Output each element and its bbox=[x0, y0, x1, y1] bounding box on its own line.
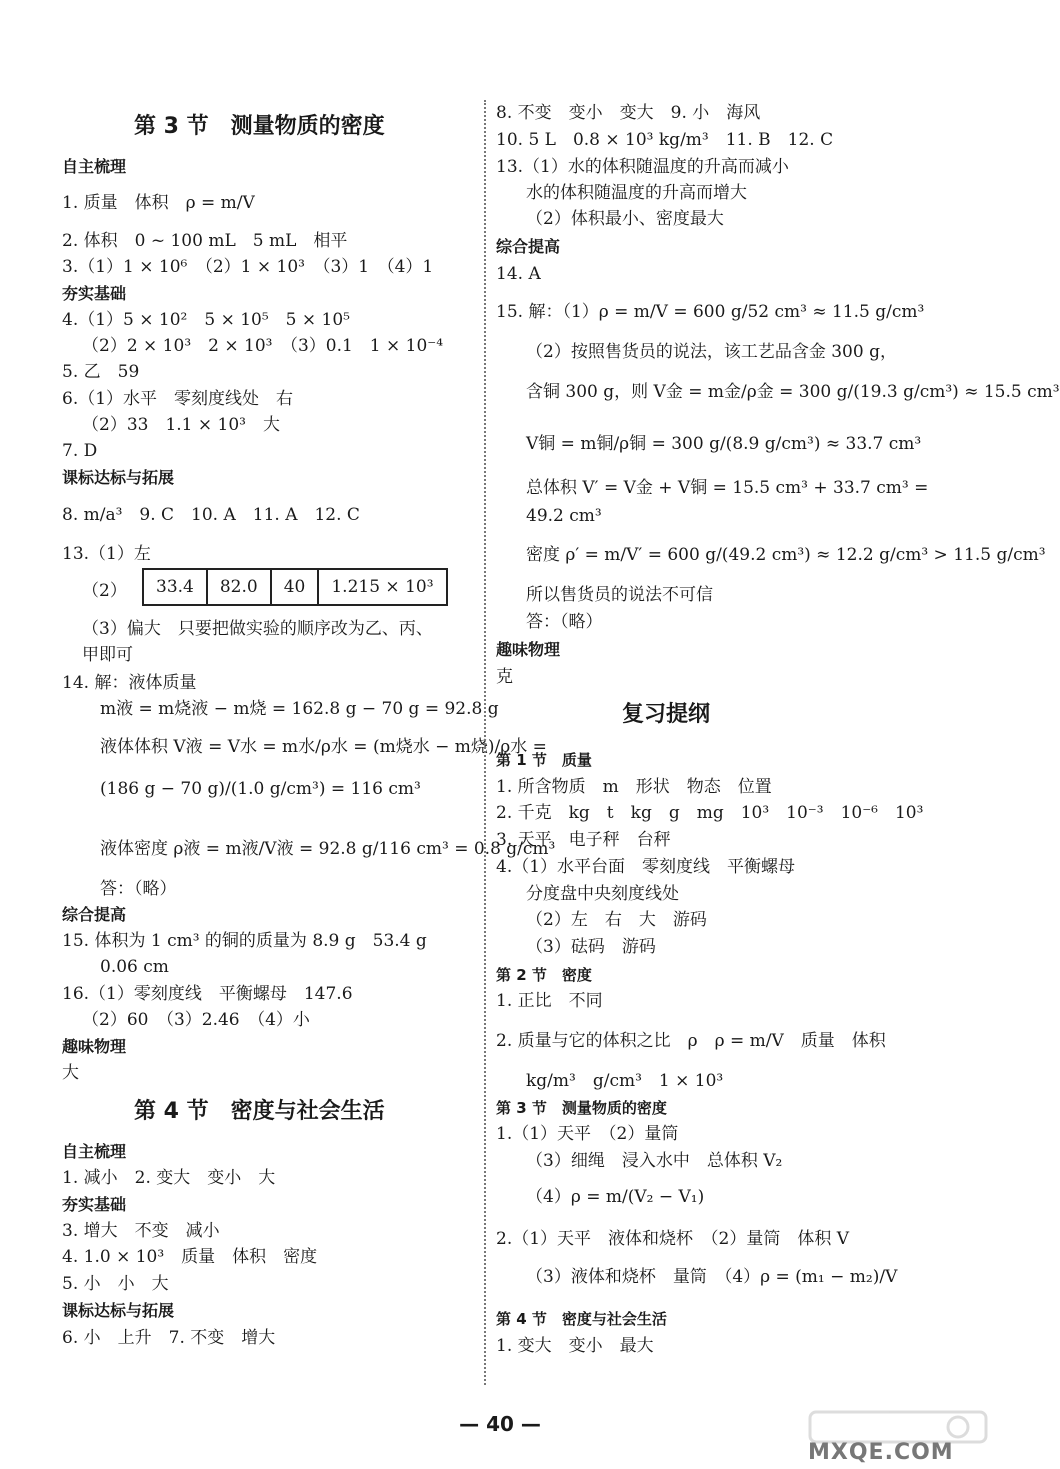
result-cell: 1.215 × 10³ bbox=[318, 569, 446, 605]
left-text-line: 13.（1）左 bbox=[62, 544, 151, 564]
right-text-line: 3. 天平 电子秤 台秤 bbox=[496, 830, 671, 850]
left-text-line: 甲即可 bbox=[82, 645, 133, 665]
right-text-line: 1. 正比 不同 bbox=[496, 991, 603, 1011]
result-table bbox=[142, 568, 448, 606]
left-text-line: 16.（1）零刻度线 平衡螺母 147.6 bbox=[62, 984, 353, 1004]
left-text-heading: 第 3 节 测量物质的密度 bbox=[134, 114, 385, 139]
left-text-heading: 趣味物理 bbox=[62, 1037, 127, 1056]
right-text-line: kg/m³ g/cm³ 1 × 10³ bbox=[526, 1071, 724, 1091]
result-cell: 33.4 bbox=[143, 569, 207, 605]
left-text-line: （3）偏大 只要把做实验的顺序改为乙、丙、 bbox=[82, 619, 433, 639]
left-text-line: 4.（1）5 × 10² 5 × 10⁵ 5 × 10⁵ bbox=[62, 310, 350, 330]
right-text-line: 15. 解：（1）ρ = m/V = 600 g/52 cm³ ≈ 11.5 g/cm³ bbox=[496, 302, 925, 322]
left-text-line: （2）33 1.1 × 10³ 大 bbox=[82, 415, 280, 435]
left-text-line: 1. 质量 体积 ρ = m/V bbox=[62, 193, 255, 213]
left-text-line: 1. 减小 2. 变大 变小 大 bbox=[62, 1168, 276, 1188]
right-text-heading: 第 4 节 密度与社会生活 bbox=[496, 1310, 667, 1328]
left-text-line: 15. 体积为 1 cm³ 的铜的质量为 8.9 g 53.4 g bbox=[62, 931, 427, 951]
left-text-line: 5. 小 小 大 bbox=[62, 1274, 169, 1294]
left-text-heading: 综合提高 bbox=[62, 905, 127, 924]
right-text-line: （4）ρ = m/(V₂ − V₁) bbox=[526, 1187, 705, 1207]
right-text-line: 49.2 cm³ bbox=[526, 506, 602, 526]
left-text-line: (186 g − 70 g)/(1.0 g/cm³) = 116 cm³ bbox=[100, 779, 421, 799]
left-text-line: 2. 体积 0 ~ 100 mL 5 mL 相平 bbox=[62, 231, 348, 251]
left-text-line: 3.（1）1 × 10⁶ （2）1 × 10³ （3）1 （4）1 bbox=[62, 257, 434, 277]
result-cell: 40 bbox=[271, 569, 319, 605]
right-text-line: 1. 所含物质 m 形状 物态 位置 bbox=[496, 777, 772, 797]
right-text-line: 所以售货员的说法不可信 bbox=[526, 585, 713, 605]
right-text-line: （2）左 右 大 游码 bbox=[526, 910, 707, 930]
column-divider bbox=[484, 100, 486, 1385]
right-text-line: （3）液体和烧杯 量筒 （4）ρ = (m₁ − m₂)/V bbox=[526, 1267, 898, 1287]
left-text-heading: 自主梳理 bbox=[62, 1142, 127, 1161]
left-text-heading: 第 4 节 密度与社会生活 bbox=[134, 1099, 385, 1124]
left-text-line: 6.（1）水平 零刻度线处 右 bbox=[62, 389, 294, 409]
right-text-line: 4.（1）水平台面 零刻度线 平衡螺母 bbox=[496, 857, 796, 877]
right-text-heading: 复习提纲 bbox=[622, 702, 711, 727]
left-text-heading: 自主梳理 bbox=[62, 157, 127, 176]
right-text-line: 含铜 300 g，则 V金 = m金/ρ金 = 300 g/(19.3 g/cm³) ≈ 15.5 cm³ bbox=[526, 382, 1060, 402]
left-text-line: 6. 小 上升 7. 不变 增大 bbox=[62, 1328, 276, 1348]
left-text-line: 液体体积 V液 = V水 = m水/ρ水 = (m烧水 − m烧)/ρ水 = bbox=[100, 737, 547, 757]
left-text-line: （2）2 × 10³ 2 × 10³ （3）0.1 1 × 10⁻⁴ bbox=[82, 336, 444, 356]
left-text-line: 4. 1.0 × 10³ 质量 体积 密度 bbox=[62, 1247, 318, 1267]
page-number: — 40 — bbox=[459, 1412, 541, 1436]
right-text-line: （3）砝码 游码 bbox=[526, 937, 656, 957]
left-text-line: （2） bbox=[82, 581, 127, 601]
left-text-line: 8. m/a³ 9. C 10. A 11. A 12. C bbox=[62, 505, 360, 525]
right-text-heading: 第 2 节 密度 bbox=[496, 966, 592, 984]
left-text-heading: 夯实基础 bbox=[62, 284, 127, 303]
left-text-line: （2）60 （3）2.46 （4）小 bbox=[82, 1010, 310, 1030]
left-text-line: 3. 增大 不变 减小 bbox=[62, 1221, 220, 1241]
right-text-line: （2）体积最小、密度最大 bbox=[526, 209, 724, 229]
right-text-line: 8. 不变 变小 变大 9. 小 海风 bbox=[496, 103, 761, 123]
left-text-line: 14. 解：液体质量 bbox=[62, 673, 197, 693]
right-text-line: 2. 质量与它的体积之比 ρ ρ = m/V 质量 体积 bbox=[496, 1031, 886, 1051]
left-text-line: 7. D bbox=[62, 441, 98, 461]
right-text-heading: 趣味物理 bbox=[496, 640, 561, 659]
right-text-line: 10. 5 L 0.8 × 10³ kg/m³ 11. B 12. C bbox=[496, 130, 834, 150]
right-text-line: 2.（1）天平 液体和烧杯 （2）量筒 体积 V bbox=[496, 1229, 850, 1249]
right-text-heading: 综合提高 bbox=[496, 237, 561, 256]
left-text-line: 大 bbox=[62, 1063, 79, 1083]
left-text-heading: 课标达标与拓展 bbox=[62, 468, 175, 487]
right-text-line: 分度盘中央刻度线处 bbox=[526, 884, 679, 904]
right-text-line: 1.（1）天平 （2）量筒 bbox=[496, 1124, 679, 1144]
result-cell: 82.0 bbox=[207, 569, 271, 605]
left-text-heading: 夯实基础 bbox=[62, 1195, 127, 1214]
right-text-line: （3）细绳 浸入水中 总体积 V₂ bbox=[526, 1151, 783, 1171]
left-text-line: 5. 乙 59 bbox=[62, 362, 140, 382]
right-text-heading: 第 1 节 质量 bbox=[496, 751, 592, 769]
right-text-line: 密度 ρ′ = m/V′ = 600 g/(49.2 cm³) ≈ 12.2 g/cm³ > 11.5 g/cm³ bbox=[526, 545, 1046, 565]
left-text-line: m液 = m烧液 − m烧 = 162.8 g − 70 g = 92.8 g bbox=[100, 699, 499, 719]
right-text-line: 2. 千克 kg t kg g mg 10³ 10⁻³ 10⁻⁶ 10³ bbox=[496, 803, 924, 823]
right-text-line: 答：（略） bbox=[526, 612, 603, 632]
right-text-line: 13.（1）水的体积随温度的升高而减小 bbox=[496, 157, 789, 177]
right-text-line: 克 bbox=[496, 667, 513, 687]
left-text-line: 液体密度 ρ液 = m液/V液 = 92.8 g/116 cm³ = 0.8 g/cm³ bbox=[100, 839, 556, 859]
right-text-line: （2）按照售货员的说法，该工艺品含金 300 g， bbox=[526, 342, 897, 362]
right-text-line: 水的体积随温度的升高而增大 bbox=[526, 183, 747, 203]
right-text-line: 14. A bbox=[496, 264, 541, 284]
watermark-text: MXQE.COM bbox=[808, 1440, 954, 1465]
left-text-line: 答：（略） bbox=[100, 879, 177, 899]
right-text-line: V铜 = m铜/ρ铜 = 300 g/(8.9 g/cm³) ≈ 33.7 cm³ bbox=[526, 434, 922, 454]
left-text-line: 0.06 cm bbox=[100, 957, 169, 977]
left-text-heading: 课标达标与拓展 bbox=[62, 1301, 175, 1320]
right-text-line: 1. 变大 变小 最大 bbox=[496, 1336, 654, 1356]
right-text-line: 总体积 V′ = V金 + V铜 = 15.5 cm³ + 33.7 cm³ = bbox=[526, 478, 929, 498]
right-text-heading: 第 3 节 测量物质的密度 bbox=[496, 1099, 667, 1117]
